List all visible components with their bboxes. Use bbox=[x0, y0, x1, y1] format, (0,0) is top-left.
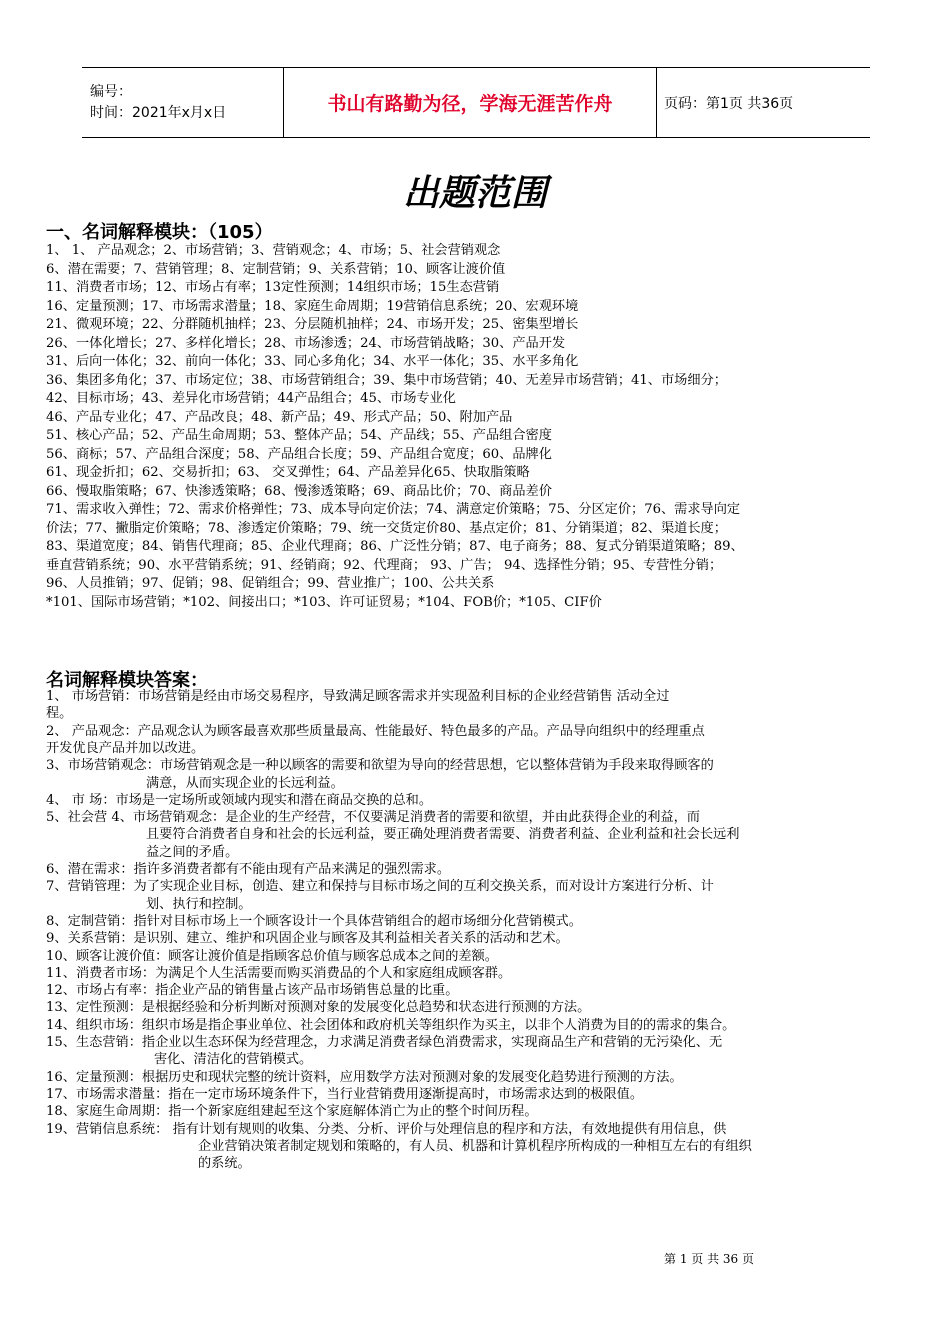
term-line: 21、微观环境；22、分群随机抽样；23、分层随机抽样；24、市场开发；25、密集型增长 bbox=[46, 317, 579, 332]
answer-item: 9、关系营销：是识别、建立、维护和巩固企业与顾客及其利益相关者关系的活动和艺术。 bbox=[46, 931, 569, 947]
answer-continuation: 开发优良产品并加以改进。 bbox=[46, 740, 205, 756]
motto: 书山有路勤为径，学海无涯苦作舟 bbox=[327, 93, 613, 115]
answer-continuation: 益之间的矛盾。 bbox=[146, 844, 239, 860]
term-line: 1、 1、 产品观念；2、市场营销；3、营销观念；4、市场；5、社会营销观念 bbox=[46, 243, 501, 258]
term-line: 42、目标市场；43、差异化市场营销；44产品组合；45、市场专业化 bbox=[46, 391, 456, 406]
term-line: 6、潜在需要；7、营销管理；8、定制营销；9、关系营销；10、顾客让渡价值 bbox=[46, 261, 506, 277]
answer-item: 18、家庭生命周期：指一个新家庭组建起至这个家庭解体消亡为止的整个时间历程。 bbox=[46, 1104, 538, 1120]
term-line: 61、现金折扣；62、交易折扣；63、 交叉弹性；64、产品差异化65、快取脂策略 bbox=[46, 465, 530, 480]
term-line: 56、商标；57、产品组合深度；58、产品组合长度；59、产品组合宽度；60、品牌化 bbox=[46, 446, 552, 462]
number-label: 编号： bbox=[90, 83, 132, 100]
header-left-cell bbox=[82, 68, 283, 137]
answer-item: 12、市场占有率：指企业产品的销售量占该产品市场销售总量的比重。 bbox=[46, 983, 459, 999]
answer-item: 7、营销管理：为了实现企业目标，创造、建立和保持与目标市场之间的互利交换关系，而对设计方案进行分析、计 bbox=[46, 879, 714, 895]
answer-item: 3、市场营销观念：市场营销观念是一种以顾客的需要和欲望为导向的经营思想，它以整体营销为手段来取得顾客的 bbox=[46, 758, 714, 774]
term-line: 31、后向一体化；32、前向一体化；33、同心多角化；34、水平一体化；35、水平多角化 bbox=[46, 354, 579, 369]
answer-item: 16、定量预测：根据历史和现状完整的统计资料，应用数学方法对预测对象的发展变化趋势进行预测的方法。 bbox=[46, 1069, 683, 1085]
term-line: 71、需求收入弹性；72、需求价格弹性；73、成本导向定价法；74、满意定价策略；75、分区定价；76、需求导向定 bbox=[46, 502, 741, 517]
section1-heading: 一、名词解释模块：（105） bbox=[46, 222, 273, 243]
answer-item: 5、社会营 4、市场营销观念：是企业的生产经营，不仅要满足消费者的需要和欲望，并由此获得企业的利益，而 bbox=[46, 810, 700, 826]
answer-item: 13、定性预测：是根据经验和分析判断对预测对象的发展变化总趋势和状态进行预测的方法。 bbox=[46, 1000, 591, 1016]
answer-continuation: 程。 bbox=[46, 706, 73, 722]
answer-continuation: 划、执行和控制。 bbox=[146, 896, 252, 912]
answer-continuation: 满意，从而实现企业的长远利益。 bbox=[146, 775, 344, 791]
answer-item: 14、组织市场：组织市场是指企事业单位、社会团体和政府机关等组织作为买主，以非个人消费为目的的需求的集合。 bbox=[46, 1017, 736, 1033]
answer-item: 6、潜在需求：指许多消费者都有不能由现有产品来满足的强烈需求。 bbox=[46, 862, 451, 877]
term-line: 垂直营销系统；90、水平营销系统；91、经销商；92、代理商； 93、广告； 94、选择性分销；95、专营性分销； bbox=[46, 557, 723, 573]
answer-item: 1、 市场营销：市场营销是经由市场交易程序，导致满足顾客需求并实现盈利目标的企业经营销售 活动全过 bbox=[46, 689, 670, 704]
section2-heading: 名词解释模块答案： bbox=[46, 670, 208, 691]
page-title: 出题范围 bbox=[402, 172, 547, 214]
term-line: 26、一体化增长；27、多样化增长；28、市场渗透；24、市场营销战略；30、产品开发 bbox=[46, 335, 566, 351]
answer-continuation: 企业营销决策者制定规划和策略的，有人员、机器和计算机程序所构成的一种相互左右的有组织 bbox=[198, 1138, 752, 1154]
answer-continuation: 且要符合消费者自身和社会的长远利益，要正确处理消费者需要、消费者利益、企业利益和社会长远利 bbox=[146, 827, 740, 843]
page-info: 页码：第1页 共36页 bbox=[664, 95, 794, 112]
answer-item: 8、定制营销：指针对目标市场上一个顾客设计一个具体营销组合的超市场细分化营销模式。 bbox=[46, 913, 582, 929]
term-line: *101、国际市场营销；*102、间接出口；*103、许可证贸易；*104、FOB价；*105、CIF价 bbox=[46, 594, 602, 610]
answer-item: 19、营销信息系统： 指有计划有规则的收集、分类、分析、评价与处理信息的程序和方法，有效地提供有用信息，供 bbox=[46, 1121, 727, 1137]
page-footer: 第 1 页 共 36 页 bbox=[664, 1252, 754, 1266]
answer-item: 15、生态营销：指企业以生态环保为经营理念，力求满足消费者绿色消费需求，实现商品生产和营销的无污染化、无 bbox=[46, 1035, 723, 1050]
answer-item: 10、顾客让渡价值：顾客让渡价值是指顾客总价值与顾客总成本之间的差额。 bbox=[46, 948, 498, 964]
term-line: 83、渠道宽度；84、销售代理商；85、企业代理商；86、广泛性分销；87、电子商务；88、复式分销渠道策略；89、 bbox=[46, 539, 744, 554]
term-line: 46、产品专业化；47、产品改良；48、新产品；49、形式产品；50、附加产品 bbox=[46, 409, 513, 425]
answer-item: 17、市场需求潜量：指在一定市场环境条件下，当行业营销费用逐渐提高时，市场需求达到的极限值。 bbox=[46, 1086, 644, 1102]
term-line: 96、人员推销；97、促销；98、促销组合；99、营业推广；100、公共关系 bbox=[46, 576, 495, 591]
answer-item: 2、 产品观念：产品观念认为顾客最喜欢那些质量最高、性能最好、特色最多的产品。产品导向组织中的经理重点 bbox=[46, 723, 705, 739]
header-page-cell bbox=[657, 68, 870, 137]
term-line: 16、定量预测；17、市场需求潜量；18、家庭生命周期；19营销信息系统；20、宏观环境 bbox=[46, 298, 579, 314]
answer-continuation: 的系统。 bbox=[198, 1156, 251, 1172]
answer-continuation: 害化、清洁化的营销模式。 bbox=[154, 1052, 313, 1068]
answer-item: 4、 市 场：市场是一定场所或领域内现实和潜在商品交换的总和。 bbox=[46, 792, 433, 808]
header-motto-cell bbox=[283, 68, 657, 137]
term-line: 66、慢取脂策略；67、快渗透策略；68、慢渗透策略；69、商品比价；70、商品差价 bbox=[46, 483, 552, 499]
term-line: 36、集团多角化；37、市场定位；38、市场营销组合；39、集中市场营销；40、无差异市场营销；41、市场细分； bbox=[46, 372, 727, 388]
term-line: 51、核心产品；52、产品生命周期；53、整体产品；54、产品线；55、产品组合密度 bbox=[46, 428, 552, 443]
time-label: 时间：2021年x月x日 bbox=[90, 104, 227, 121]
answer-item: 11、消费者市场：为满足个人生活需要而购买消费品的个人和家庭组成顾客群。 bbox=[46, 965, 512, 981]
header-table bbox=[82, 67, 870, 138]
term-line: 11、消费者市场；12、市场占有率；13定性预测；14组织市场；15生态营销 bbox=[46, 280, 500, 295]
term-line: 价法；77、撇脂定价策略；78、渗透定价策略；79、统一交货定价80、基点定价；81、分销渠道；82、渠道长度； bbox=[46, 520, 727, 536]
